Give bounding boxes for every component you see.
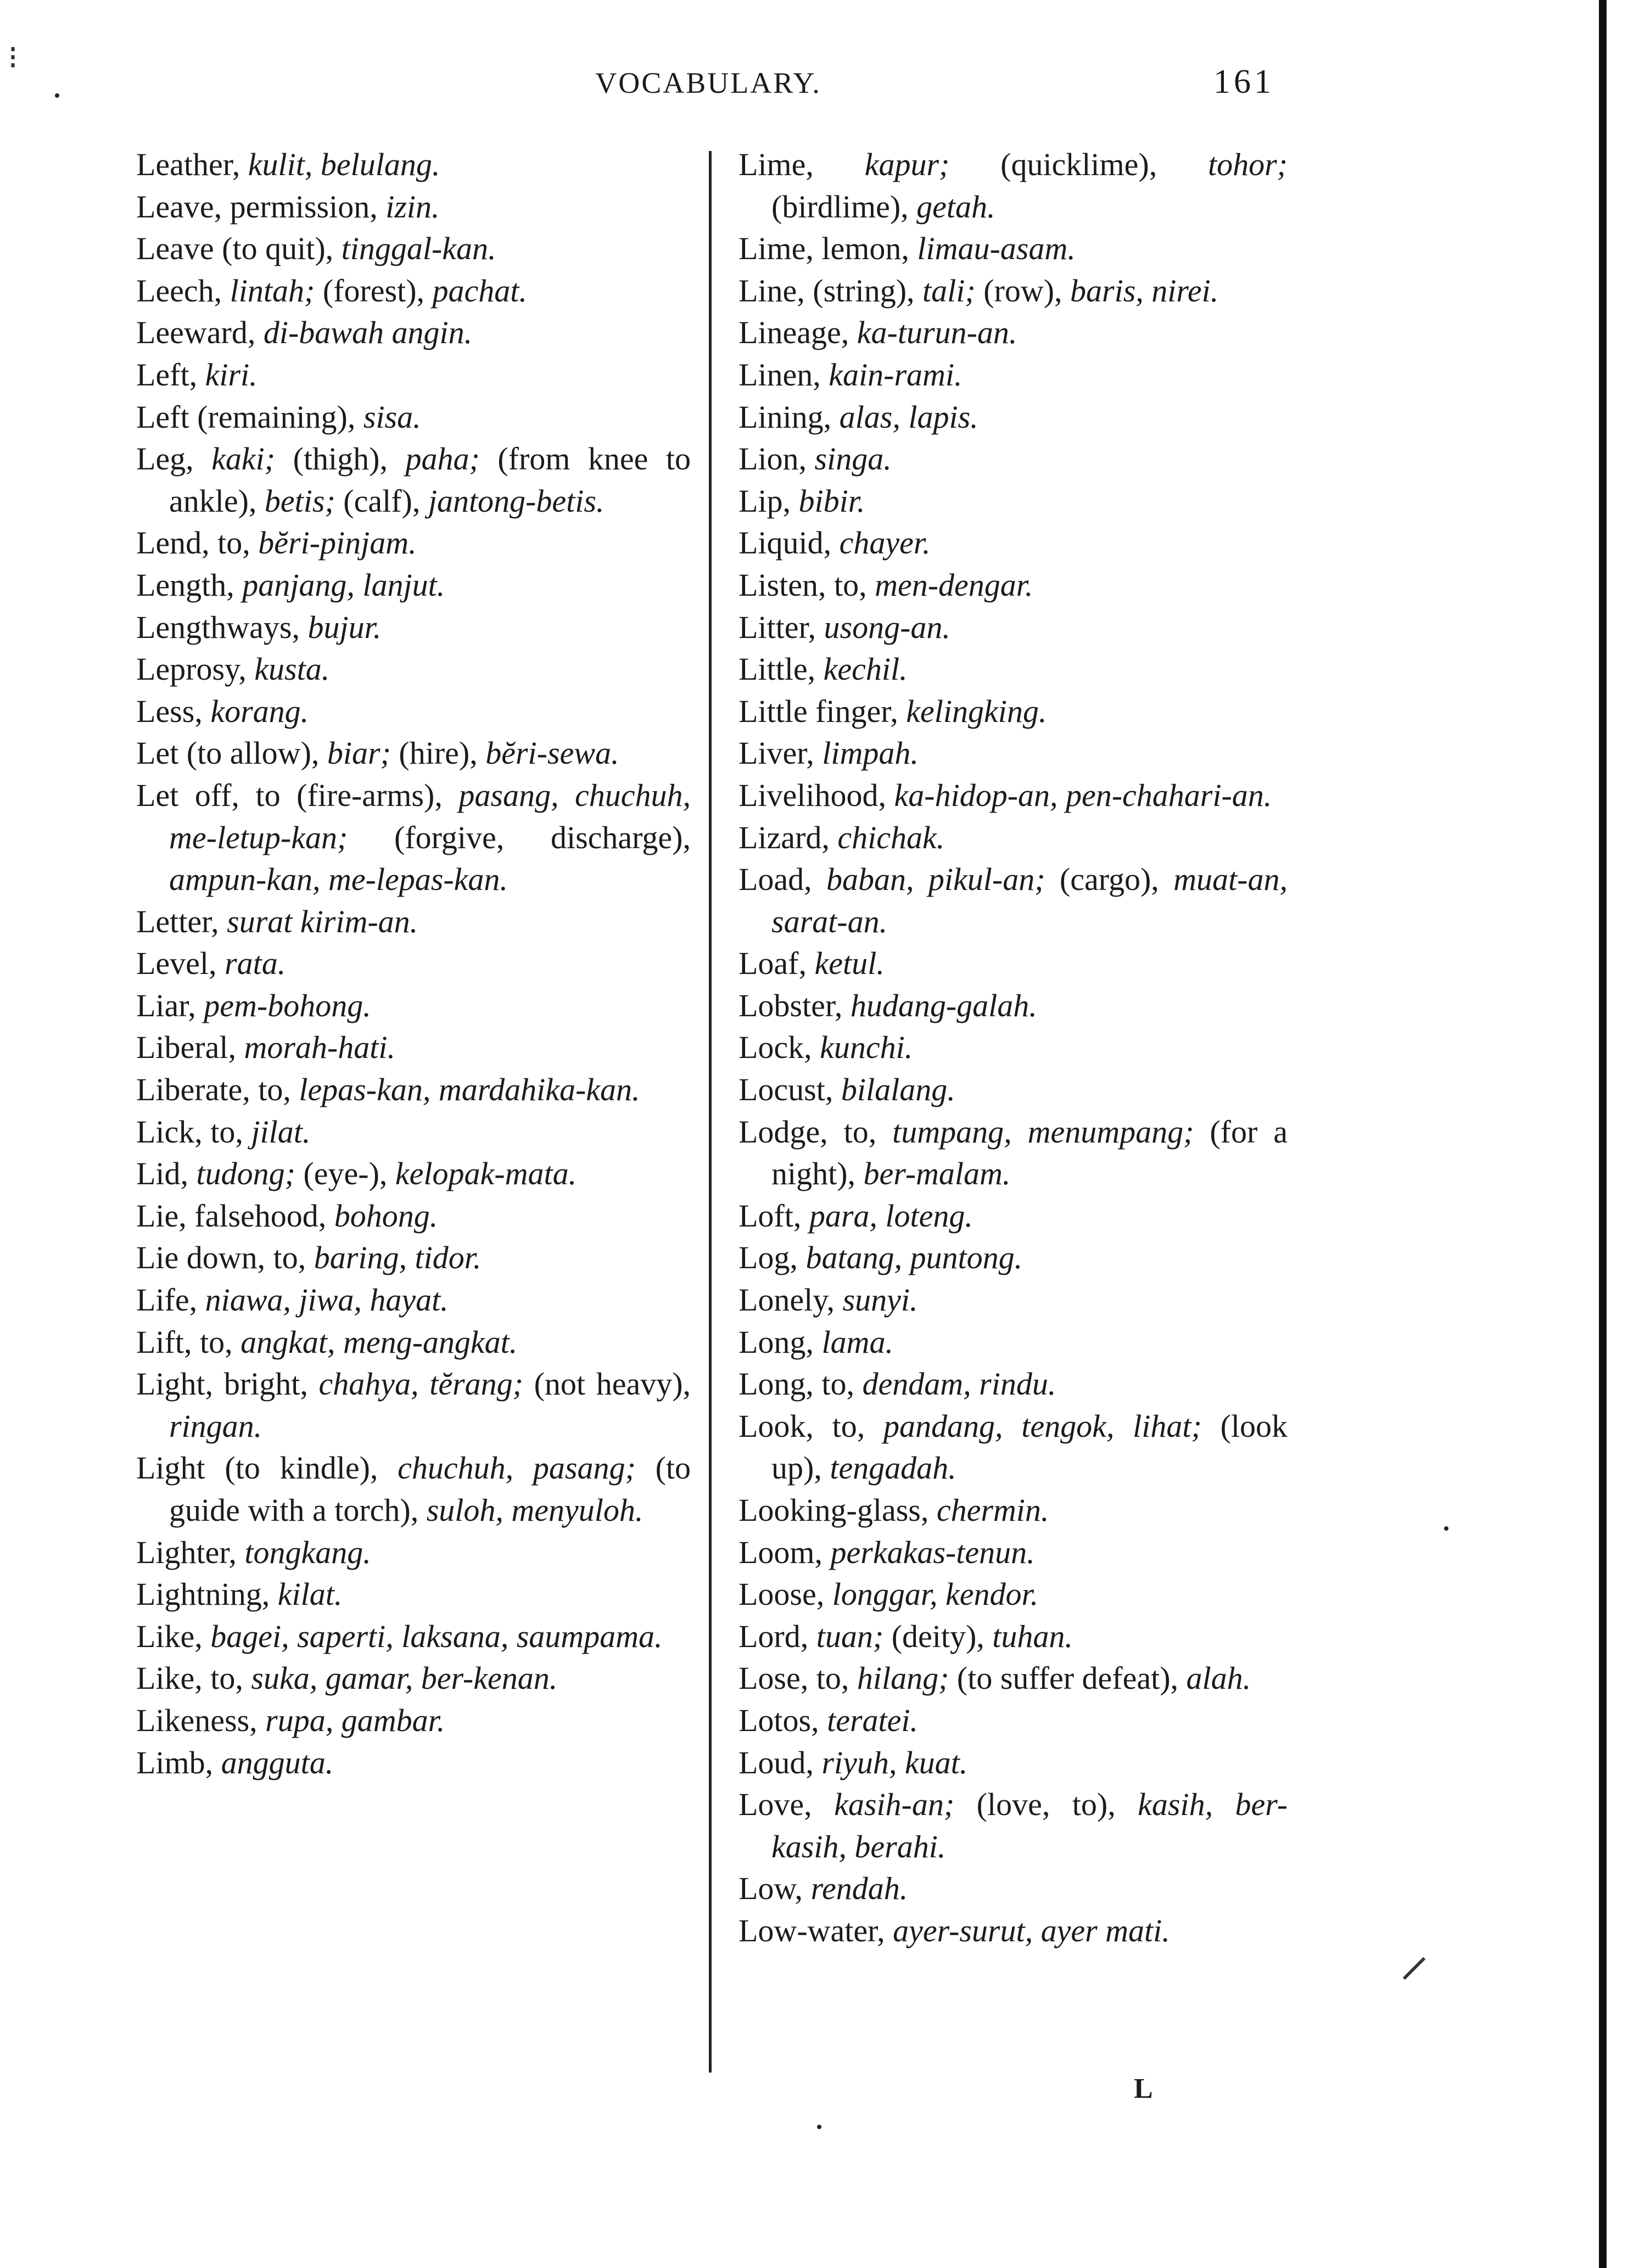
english-headword: Let (to allow), (136, 735, 327, 771)
malay-translation: ringan. (169, 1408, 262, 1444)
malay-translation: kelingking. (906, 693, 1047, 729)
malay-translation: lintah; (230, 272, 323, 309)
malay-translation: tali; (922, 272, 984, 309)
english-headword: Leather, (136, 147, 248, 182)
malay-translation: pandang, tengok, lihat; (883, 1408, 1221, 1444)
english-headword: Lip, (739, 483, 799, 519)
malay-translation: lepas-kan, mardahika-kan. (299, 1072, 640, 1108)
english-headword: Life, (136, 1282, 205, 1318)
vocab-entry (136, 691, 691, 733)
english-headword: Likeness, (136, 1702, 266, 1738)
running-head-title: VOCABULARY. (595, 66, 821, 99)
english-headword: Lineage, (739, 315, 857, 351)
malay-translation: chichak. (837, 819, 945, 855)
malay-translation: morah-hati. (244, 1029, 395, 1066)
vocab-entry (739, 1279, 1288, 1321)
malay-translation: tinggal-kan. (341, 231, 496, 267)
vocab-entry (739, 1321, 1288, 1364)
english-headword: Level, (136, 945, 225, 982)
english-headword: Look, to, (739, 1408, 884, 1444)
english-headword: Length, (136, 567, 243, 603)
vocab-entry (136, 228, 691, 270)
vocab-entry (136, 1111, 691, 1153)
malay-translation: kusta. (254, 651, 330, 687)
speck-icon (1444, 1526, 1448, 1531)
malay-translation: di-bawah angin. (263, 315, 473, 351)
vocab-entry (136, 607, 691, 649)
malay-translation: angkat, meng-angkat. (240, 1324, 518, 1360)
malay-translation: ka-hidop-an, pen-chahari-an. (894, 777, 1272, 813)
english-headword: Leech, (136, 272, 230, 309)
speck-icon (55, 93, 59, 98)
english-headword: Livelihood, (739, 777, 894, 813)
vocab-entry (136, 1700, 691, 1742)
malay-translation: kapur; (864, 147, 1001, 182)
english-headword: Light, bright, (136, 1366, 319, 1402)
vocab-entry (739, 732, 1288, 775)
vocab-entry (739, 1742, 1288, 1784)
malay-translation: panjang, lanjut. (242, 567, 445, 603)
vocab-entry (739, 480, 1288, 523)
english-headword: Liver, (739, 735, 823, 771)
malay-translation: tohor; (1208, 147, 1288, 182)
english-headword: (love, to), (976, 1787, 1138, 1823)
english-headword: Lobster, (739, 987, 851, 1023)
english-headword: Less, (136, 693, 211, 729)
malay-translation: pasang, chuchuh, me-letup-kan; (169, 777, 691, 855)
malay-translation: rendah. (810, 1871, 908, 1907)
vocab-entry (136, 1573, 691, 1616)
vocab-entry (136, 775, 691, 901)
english-headword: Loom, (739, 1534, 831, 1570)
vocab-entry (739, 1069, 1288, 1111)
english-headword: Lightning, (136, 1576, 278, 1612)
english-headword: (hire), (399, 735, 486, 771)
malay-translation: kunchi. (820, 1029, 913, 1066)
malay-translation: longgar, kendor. (832, 1576, 1039, 1612)
english-headword: Lord, (739, 1618, 816, 1654)
vocab-entry (136, 943, 691, 985)
malay-translation: kilat. (277, 1576, 343, 1612)
english-headword: Like, to, (136, 1660, 251, 1696)
malay-translation: kiri. (205, 356, 258, 393)
english-headword: Liar, (136, 987, 204, 1023)
vocab-entry (136, 985, 691, 1027)
malay-translation: tuan; (816, 1618, 892, 1654)
english-headword: Loft, (739, 1197, 809, 1234)
vocab-entry (136, 1069, 691, 1111)
malay-translation: izin. (385, 188, 440, 225)
english-headword: Lengthways, (136, 609, 308, 645)
malay-translation: tuhan. (992, 1618, 1073, 1654)
malay-translation: kelopak-mata. (395, 1156, 577, 1192)
vocab-entry (136, 312, 691, 354)
english-headword: Lodge, to, (739, 1113, 893, 1150)
left-column (136, 144, 691, 1784)
vocab-entry (739, 438, 1288, 480)
malay-translation: pachat. (432, 272, 527, 309)
english-headword: Litter, (739, 609, 824, 645)
english-headword: Leeward, (136, 315, 264, 351)
margin-mark-icon: ⁝ (8, 40, 19, 76)
vocab-entry (739, 354, 1288, 396)
vocab-entry (136, 1195, 691, 1237)
english-headword: Let off, to (fire-arms), (136, 777, 459, 813)
malay-translation: ka-turun-an. (857, 315, 1017, 351)
malay-translation: sisa. (363, 399, 421, 435)
english-headword: Lick, to, (136, 1113, 251, 1150)
malay-translation: dendam, rindu. (862, 1366, 1056, 1402)
vocab-entry (739, 775, 1288, 817)
malay-translation: baring, tidor. (314, 1240, 482, 1276)
vocab-entry (739, 1195, 1288, 1237)
english-headword: Left, (136, 356, 205, 393)
malay-translation: baban, pikul-an; (826, 861, 1060, 898)
malay-translation: rata. (225, 945, 286, 982)
vocab-entry (739, 943, 1288, 985)
malay-translation: riyuh, kuat. (821, 1744, 968, 1780)
malay-translation: usong-an. (824, 609, 950, 645)
english-headword: (from knee to ankle), (169, 441, 691, 519)
english-headword: Long, (739, 1324, 822, 1360)
malay-translation: perkakas-tenun. (830, 1534, 1035, 1570)
margin-pen-mark-icon: ⸝ (1399, 1921, 1429, 1988)
malay-translation: kasih-an; (834, 1787, 977, 1823)
malay-translation: tudong; (196, 1156, 304, 1192)
vocab-entry (136, 1363, 691, 1447)
malay-translation: hilang; (857, 1660, 957, 1696)
vocab-entry (739, 607, 1288, 649)
malay-translation: rupa, gambar. (265, 1702, 445, 1738)
malay-translation: tengadah. (830, 1450, 956, 1486)
vocab-entry (739, 270, 1288, 312)
malay-translation: betis; (264, 483, 344, 519)
malay-translation: surat kirim-an. (227, 903, 418, 939)
malay-translation: bujur. (307, 609, 382, 645)
malay-translation: hudang-galah. (850, 987, 1037, 1023)
vocab-entry (739, 1027, 1288, 1069)
vocab-entry (739, 144, 1288, 228)
malay-translation: tongkang. (244, 1534, 371, 1570)
malay-translation: chahya, tĕrang; (318, 1366, 534, 1402)
english-headword: (deity), (891, 1618, 993, 1654)
english-headword: Letter, (136, 903, 227, 939)
malay-translation: ayer-surut, ayer mati. (893, 1912, 1170, 1948)
english-headword: Little finger, (739, 693, 907, 729)
english-headword: Low, (739, 1871, 811, 1907)
speck-icon (817, 2125, 821, 2129)
malay-translation: singa. (814, 441, 892, 477)
vocab-entry (739, 1700, 1288, 1742)
english-headword: Liberal, (136, 1029, 244, 1066)
malay-translation: angguta. (221, 1744, 334, 1780)
english-headword: (quicklime), (1000, 147, 1208, 182)
page-edge-rule (1599, 0, 1607, 2268)
malay-translation: chayer. (839, 525, 931, 561)
english-headword: Loud, (739, 1744, 822, 1780)
vocab-entry (136, 1742, 691, 1784)
vocab-entry (739, 1111, 1288, 1195)
vocab-entry (136, 1616, 691, 1658)
english-headword: Lift, to, (136, 1324, 241, 1360)
english-headword: Liberate, to, (136, 1072, 299, 1108)
english-headword: Lining, (739, 399, 840, 435)
english-headword: Lime, (739, 147, 865, 182)
english-headword: Love, (739, 1787, 835, 1823)
vocab-entry (739, 1784, 1288, 1868)
malay-translation: getah. (916, 188, 995, 225)
vocab-entry (136, 354, 691, 396)
english-headword: Left (remaining), (136, 399, 363, 435)
malay-translation: muat-an, sarat-an. (771, 861, 1288, 939)
vocab-entry (739, 522, 1288, 564)
english-headword: Line, (string), (739, 272, 923, 309)
vocab-entry (136, 1657, 691, 1700)
english-headword: Lie down, to, (136, 1240, 314, 1276)
malay-translation: bibir. (798, 483, 865, 519)
vocab-entry (136, 1321, 691, 1364)
malay-translation: ber-malam. (863, 1156, 1011, 1192)
malay-translation: kulit, belulang. (248, 147, 440, 182)
english-headword: Lend, to, (136, 525, 259, 561)
vocab-entry (739, 985, 1288, 1027)
vocab-entry (739, 1489, 1288, 1532)
english-headword: Low-water, (739, 1912, 893, 1948)
english-headword: Loaf, (739, 945, 815, 982)
english-headword: (look up), (771, 1408, 1288, 1486)
malay-translation: suka, gamar, ber-kenan. (251, 1660, 558, 1696)
vocab-entry (739, 1910, 1288, 1952)
english-headword: Lock, (739, 1029, 820, 1066)
malay-translation: batang, puntong. (805, 1240, 1023, 1276)
english-headword: Lizard, (739, 819, 838, 855)
english-headword: Leave (to quit), (136, 231, 342, 267)
english-headword: Lime, lemon, (739, 231, 918, 267)
malay-translation: kechil. (823, 651, 908, 687)
vocab-entry (136, 564, 691, 607)
malay-translation: limpah. (822, 735, 919, 771)
malay-translation: kain-rami. (829, 356, 963, 393)
malay-translation: jantong-betis. (428, 483, 605, 519)
vocab-entry (739, 1237, 1288, 1279)
vocab-entry (136, 396, 691, 439)
english-headword: (row), (983, 272, 1071, 309)
right-column (739, 144, 1288, 1952)
vocab-entry (136, 901, 691, 943)
vocab-entry (136, 270, 691, 312)
vocab-entry (739, 1363, 1288, 1405)
malay-translation: chermin. (936, 1492, 1049, 1528)
malay-translation: ketul. (814, 945, 885, 982)
malay-translation: men-dengar. (875, 567, 1033, 603)
malay-translation: limau-asam. (917, 231, 1076, 267)
malay-translation: bilalang. (841, 1072, 955, 1108)
vocab-entry (136, 1279, 691, 1321)
malay-translation: pem-bohong. (204, 987, 371, 1023)
vocab-entry (739, 1405, 1288, 1489)
english-headword: Looking-glass, (739, 1492, 937, 1528)
english-headword: Lonely, (739, 1282, 843, 1318)
english-headword: Lose, to, (739, 1660, 857, 1696)
english-headword: (to guide with a torch), (169, 1450, 691, 1528)
vocab-entry (136, 648, 691, 691)
malay-translation: paha; (405, 441, 498, 477)
malay-translation: alah. (1186, 1660, 1251, 1696)
english-headword: Lid, (136, 1156, 197, 1192)
vocab-entry (136, 732, 691, 775)
malay-translation: alas, lapis. (839, 399, 978, 435)
english-headword: Limb, (136, 1744, 221, 1780)
english-headword: Liquid, (739, 525, 840, 561)
vocab-entry (739, 1616, 1288, 1658)
english-headword: Lie, falsehood, (136, 1197, 334, 1234)
vocab-entry (136, 438, 691, 522)
english-headword: Lotos, (739, 1702, 827, 1738)
english-headword: (cargo), (1059, 861, 1174, 898)
malay-translation: korang. (210, 693, 309, 729)
vocab-entry (136, 144, 691, 186)
english-headword: (to suffer defeat), (956, 1660, 1187, 1696)
vocab-entry (739, 817, 1288, 859)
vocab-entry (739, 1573, 1288, 1616)
malay-translation: niawa, jiwa, hayat. (205, 1282, 449, 1318)
english-headword: Leprosy, (136, 651, 255, 687)
english-headword: (not heavy), (534, 1366, 691, 1402)
page-number: 161 (1213, 63, 1274, 100)
malay-translation: bohong. (334, 1197, 438, 1234)
english-headword: Like, (136, 1618, 211, 1654)
english-headword: Little, (739, 651, 824, 687)
malay-translation: ampun-kan, me-lepas-kan. (169, 861, 508, 898)
english-headword: Loose, (739, 1576, 832, 1612)
vocab-entry (739, 396, 1288, 439)
signature-mark: L (1134, 2073, 1153, 2104)
malay-translation: bagei, saperti, laksana, saumpama. (210, 1618, 663, 1654)
english-headword: Linen, (739, 356, 829, 393)
english-headword: (for a night), (771, 1113, 1288, 1192)
english-headword: Light (to kindle), (136, 1450, 398, 1486)
malay-translation: sunyi. (842, 1282, 918, 1318)
vocab-entry (739, 1657, 1288, 1700)
english-headword: (calf), (343, 483, 428, 519)
malay-translation: bĕri-sewa. (485, 735, 619, 771)
malay-translation: tumpang, menumpang; (892, 1113, 1210, 1150)
vocab-entry (739, 1868, 1288, 1910)
english-headword: Long, to, (739, 1366, 863, 1402)
english-headword: Load, (739, 861, 827, 898)
english-headword: (birdlime), (771, 188, 917, 225)
english-headword: Lighter, (136, 1534, 245, 1570)
malay-translation: suloh, menyuloh. (426, 1492, 644, 1528)
vocab-entry (739, 312, 1288, 354)
column-divider (709, 151, 712, 2073)
vocab-entry (739, 648, 1288, 691)
malay-translation: teratei. (827, 1702, 919, 1738)
english-headword: Leave, permission, (136, 188, 386, 225)
english-headword: (eye-), (303, 1156, 395, 1192)
malay-translation: lama. (821, 1324, 893, 1360)
malay-translation: bĕri-pinjam. (258, 525, 417, 561)
english-headword: Listen, to, (739, 567, 875, 603)
vocab-entry (136, 1237, 691, 1279)
malay-translation: kaki; (211, 441, 293, 477)
vocab-entry (136, 1153, 691, 1195)
malay-translation: kasih, ber-kasih, berahi. (771, 1787, 1288, 1864)
vocab-entry (739, 564, 1288, 607)
english-headword: (thigh), (293, 441, 406, 477)
english-headword: Leg, (136, 441, 212, 477)
vocab-entry (136, 1532, 691, 1574)
english-headword: Locust, (739, 1072, 841, 1108)
vocab-entry (739, 691, 1288, 733)
malay-translation: chuchuh, pasang; (398, 1450, 656, 1486)
vocab-entry (739, 859, 1288, 943)
vocab-entry (739, 1532, 1288, 1574)
english-headword: Log, (739, 1240, 806, 1276)
vocab-entry (136, 1447, 691, 1531)
vocab-entry (136, 522, 691, 564)
vocab-entry (739, 228, 1288, 270)
malay-translation: para, loteng. (809, 1197, 973, 1234)
malay-translation: jilat. (251, 1113, 311, 1150)
english-headword: (forest), (322, 272, 433, 309)
vocab-entry (136, 1027, 691, 1069)
malay-translation: biar; (327, 735, 399, 771)
malay-translation: baris, nirei. (1070, 272, 1219, 309)
english-headword: Lion, (739, 441, 815, 477)
english-headword: (forgive, discharge), (394, 819, 691, 855)
vocab-entry (136, 186, 691, 228)
